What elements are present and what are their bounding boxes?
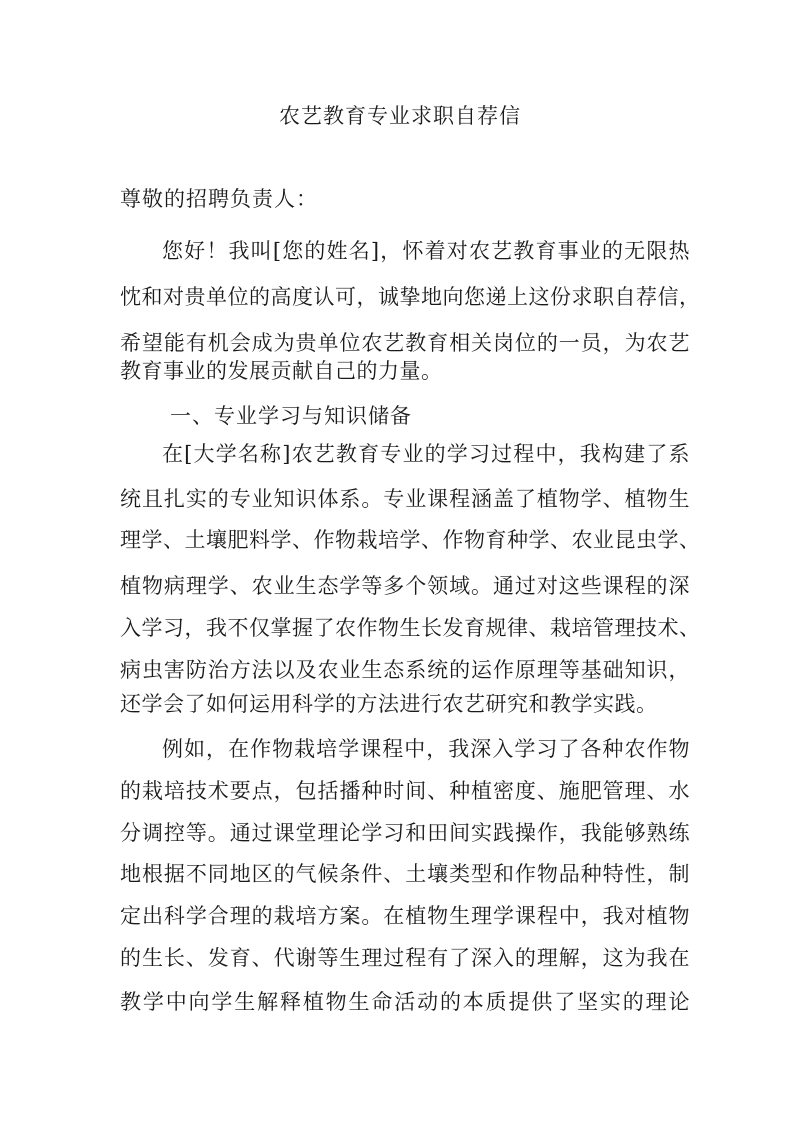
paragraph3-line: 例如，在作物栽培学课程中，我深入学习了各种农作物	[162, 737, 690, 761]
paragraph2-line: 统且扎实的专业知识体系。专业课程涵盖了植物学、植物生	[120, 487, 690, 511]
paragraph3-line: 的生长、发育、代谢等生理过程有了深入的理解，这为我在	[120, 946, 690, 970]
paragraph1-line: 忱和对贵单位的高度认可，诚挚地向您递上这份求职自荐信，	[120, 285, 701, 309]
paragraph2-line: 植物病理学、农业生态学等多个领域。通过对这些课程的深	[120, 574, 690, 598]
paragraph1-line: 您好！我叫[您的姓名]，怀着对农艺教育事业的无限热	[162, 239, 690, 263]
salutation: 尊敬的招聘负责人：	[120, 187, 318, 211]
paragraph2-line: 在[大学名称]农艺教育专业的学习过程中，我构建了系	[162, 442, 690, 466]
paragraph3-line: 地根据不同地区的气候条件、土壤类型和作物品种特性，制	[120, 862, 690, 886]
document-title: 农艺教育专业求职自荐信	[279, 104, 521, 128]
paragraph2-line: 理学、土壤肥料学、作物栽培学、作物育种学、农业昆虫学、	[120, 528, 701, 552]
paragraph1-line: 教育事业的发展贡献自己的力量。	[120, 359, 443, 383]
paragraph3-line: 的栽培技术要点，包括播种时间、种植密度、施肥管理、水	[120, 779, 690, 803]
paragraph2-line: 入学习，我不仅掌握了农作物生长发育规律、栽培管理技术、	[120, 616, 701, 640]
paragraph3-line: 分调控等。通过课堂理论学习和田间实践操作，我能够熟练	[120, 821, 690, 845]
paragraph3-line: 定出科学合理的栽培方案。在植物生理学课程中，我对植物	[120, 904, 690, 928]
paragraph2-line: 还学会了如何运用科学的方法进行农艺研究和教学实践。	[120, 692, 658, 716]
paragraph3-line: 教学中向学生解释植物生命活动的本质提供了坚实的理论	[120, 990, 690, 1014]
section-heading: 一、专业学习与知识储备	[170, 404, 412, 428]
paragraph2-line: 病虫害防治方法以及农业生态系统的运作原理等基础知识，	[120, 658, 690, 682]
paragraph1-line: 希望能有机会成为贵单位农艺教育相关岗位的一员，为农艺	[120, 331, 690, 355]
